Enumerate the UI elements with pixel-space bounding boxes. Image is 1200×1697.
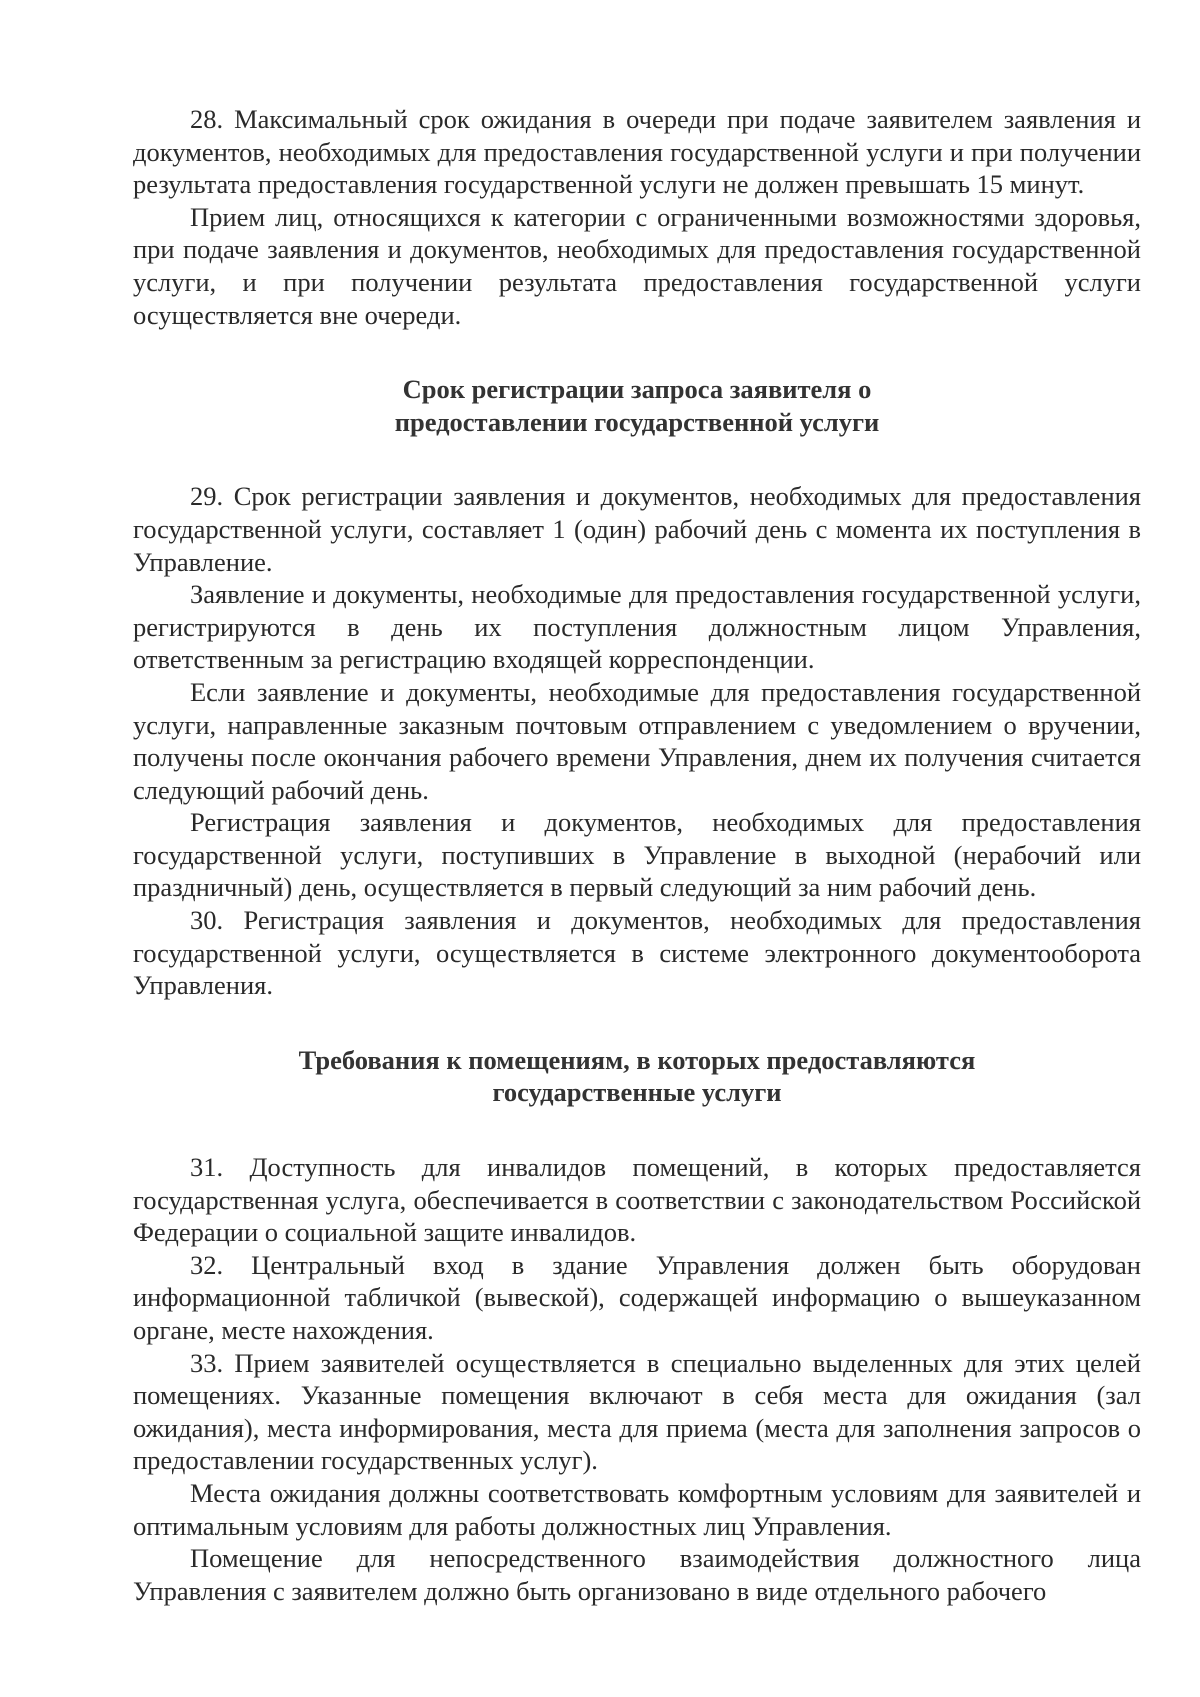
paragraph-28-priority: Прием лиц, относящихся к категории с ограниченными возможностями здоровья, при подаче заявления и документов, необходимых для предоставления государственной услуги, и при получении результата предоставления государственной услуги осуществляется вне очереди. [133,201,1141,330]
paragraph-33-interaction-room: Помещение для непосредственного взаимодействия должностного лица Управления с заявителем должно быть организовано в виде отдельного рабочего [133,1543,1141,1606]
heading-line: Срок регистрации запроса заявителя о [402,374,872,405]
paragraph-30: 30. Регистрация заявления и документов, необходимых для предоставления государственной услуги, осуществляется в системе электронного документооборота Управления. [133,905,1141,1001]
heading-registration-term [133,373,1141,438]
paragraph-29-postal: Если заявление и документы, необходимые для предоставления государственной услуги, направленные заказным почтовым отправлением с уведомлением о вручении, получены после окончания рабочего времени Управления, днем их получения считается следующий рабочий день. [133,676,1141,805]
paragraph-29: 29. Срок регистрации заявления и документов, необходимых для предоставления государственной услуги, составляет 1 (один) рабочий день с момента их поступления в Управление. [133,481,1141,577]
paragraph-31: 31. Доступность для инвалидов помещений, в которых предоставляется государственная услуга, обеспечивается в соответствии с законодательством Российской Федерации о социальной защите инвалидов. [133,1152,1141,1248]
heading-line: Требования к помещениям, в которых предоставляются [298,1044,976,1075]
paragraph-33: 33. Прием заявителей осуществляется в специально выделенных для этих целей помещениях. Указанные помещения включают в себя места для ожидания (зал ожидания), места информирования, места для приема (места для заполнения запросов о предоставлении государственных услуг). [133,1347,1141,1476]
document-body [133,103,1141,1607]
paragraph-29-holiday: Регистрация заявления и документов, необходимых для предоставления государственной услуги, поступивших в Управление в выходной (нерабочий или праздничный) день, осуществляется в первый следующий за ним рабочий день. [133,807,1141,903]
heading-line: государственные услуги [492,1077,782,1108]
heading-premises-requirements [133,1044,1141,1109]
paragraph-33-waiting-places: Места ожидания должны соответствовать комфортным условиям для заявителей и оптимальным условиям для работы должностных лиц Управления. [133,1477,1141,1541]
heading-line: предоставлении государственной услуги [394,406,880,437]
paragraph-29-registration-day: Заявление и документы, необходимые для предоставления государственной услуги, регистрируются в день их поступления должностным лицом Управления, ответственным за регистрацию входящей корреспонденции. [133,579,1141,675]
paragraph-32: 32. Центральный вход в здание Управления должен быть оборудован информационной табличкой (вывеской), содержащей информацию о вышеуказанном органе, месте нахождения. [133,1249,1141,1345]
paragraph-28: 28. Максимальный срок ожидания в очереди при подаче заявителем заявления и документов, необходимых для предоставления государственной услуги и при получении результата предоставления государственной услуги не должен превышать 15 минут. [133,104,1141,200]
